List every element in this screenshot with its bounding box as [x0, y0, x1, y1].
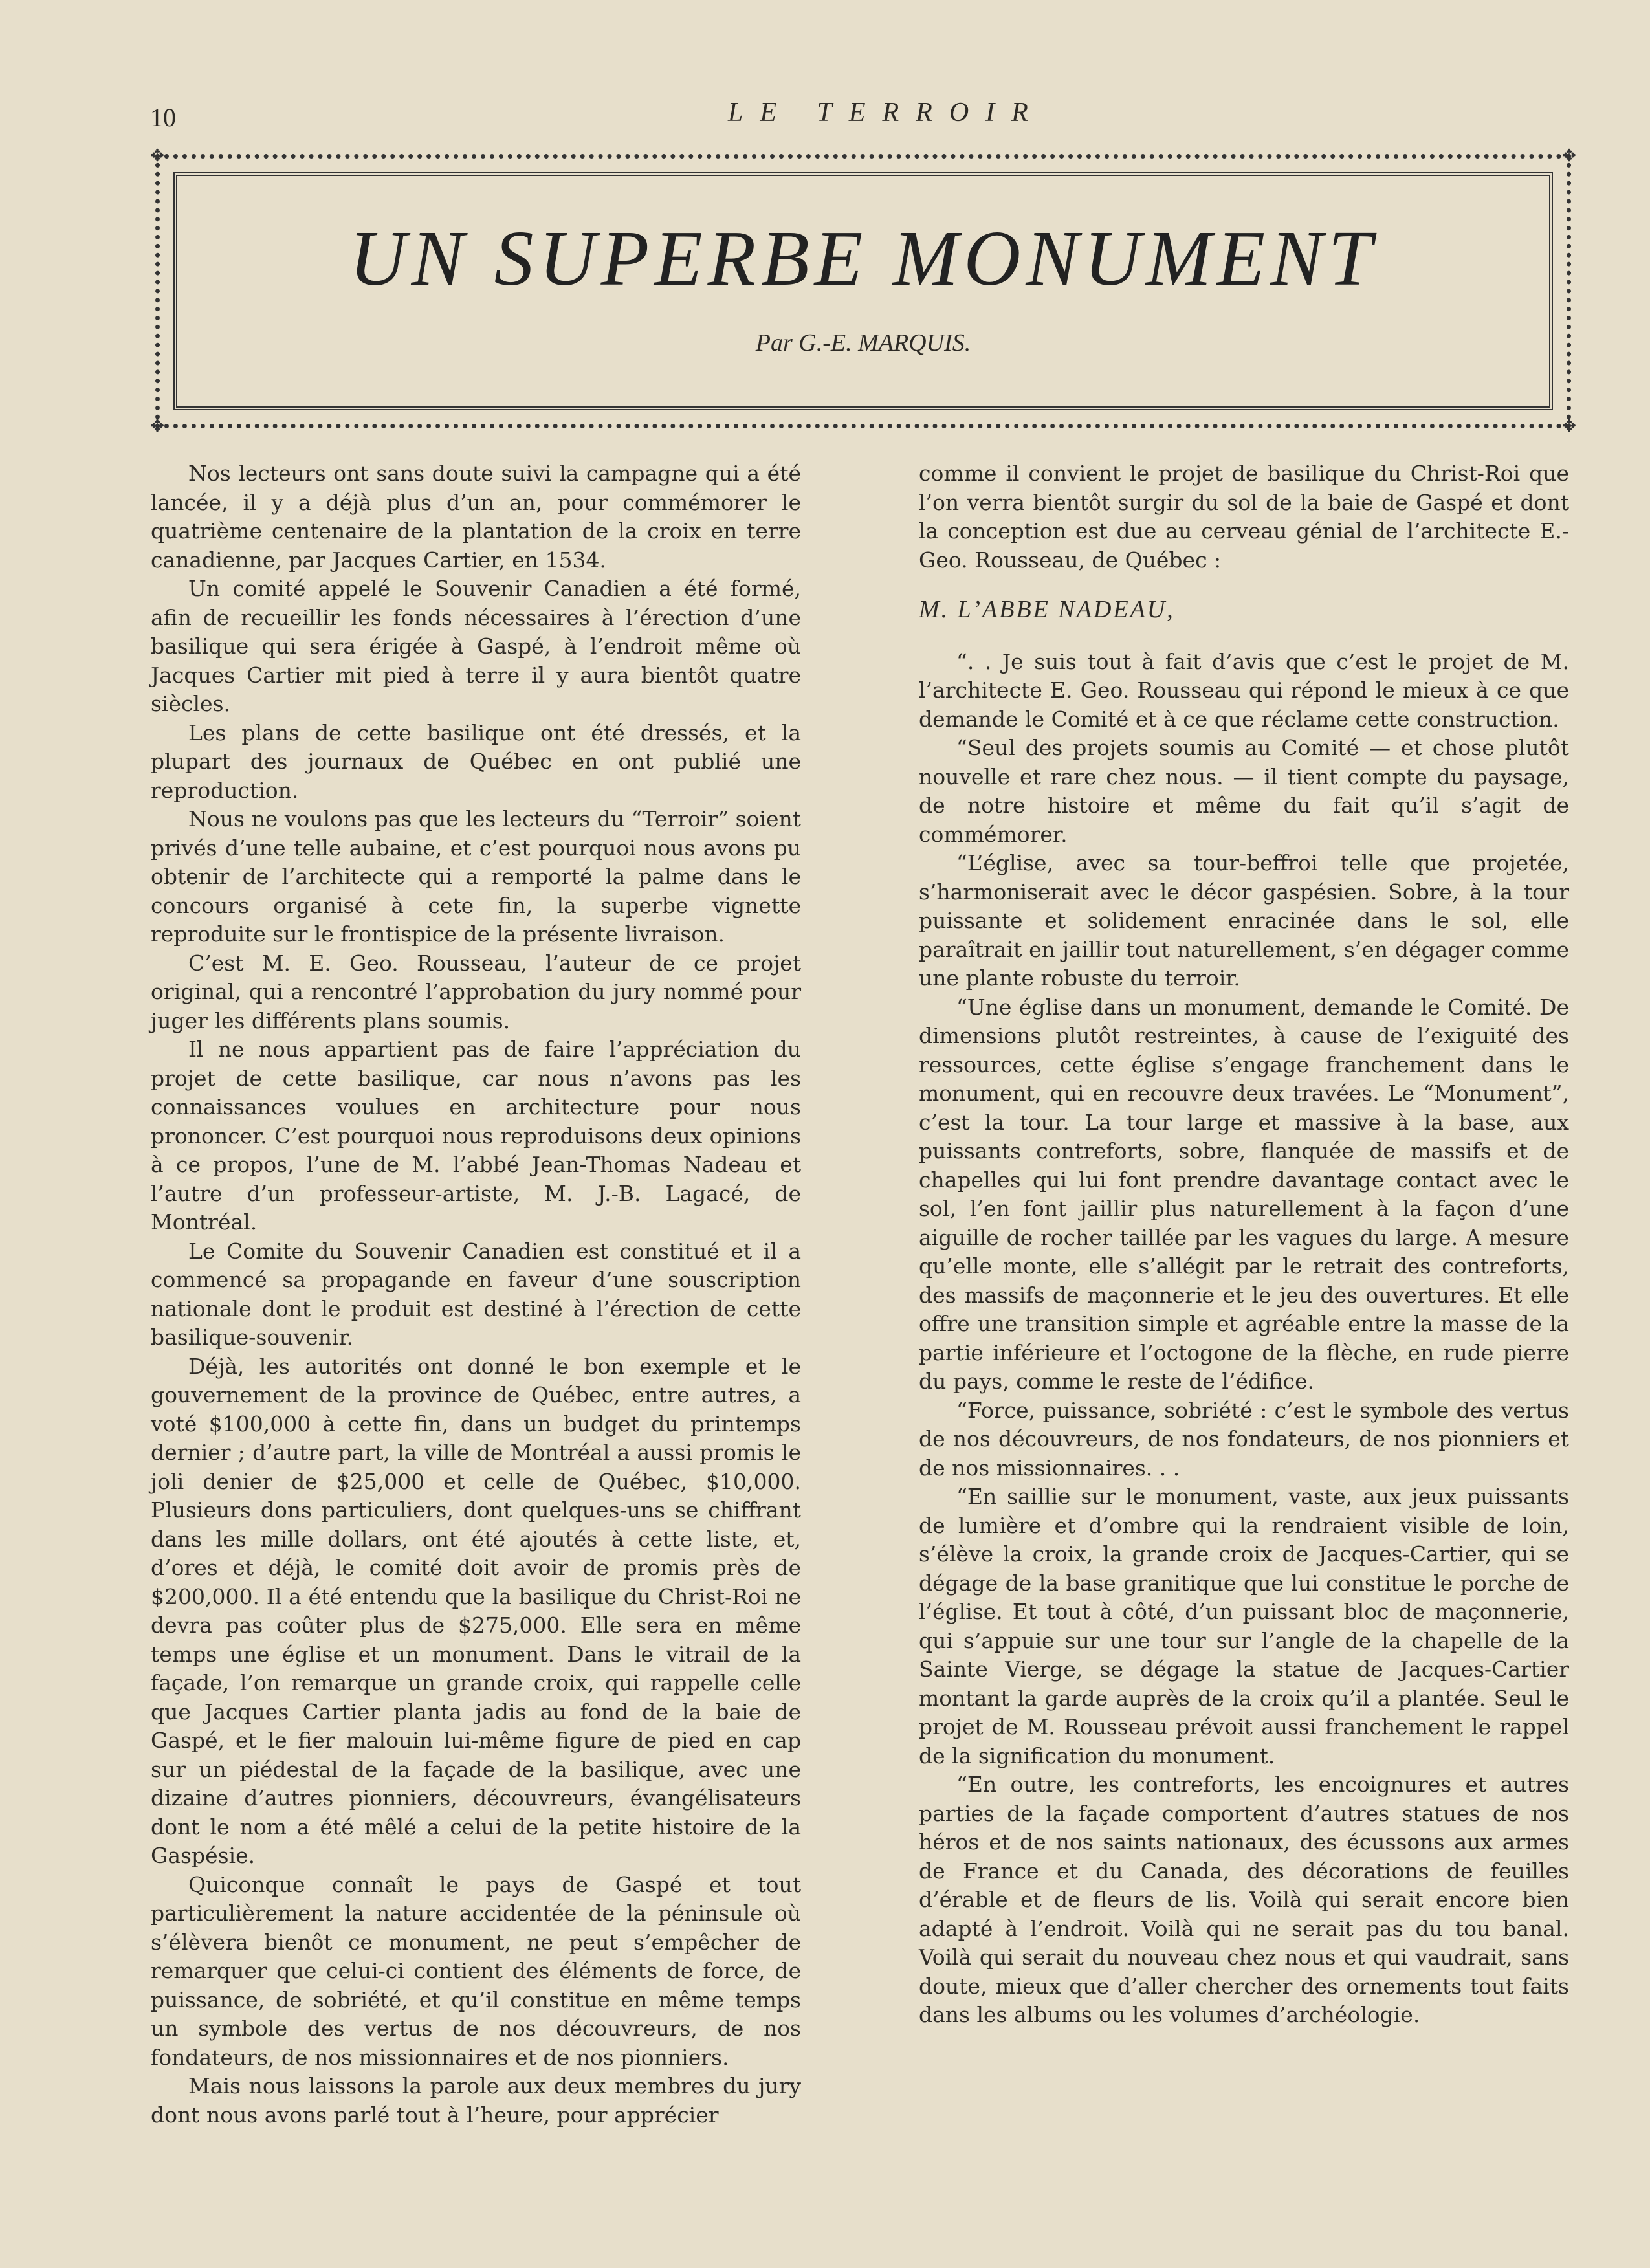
paragraph: Mais nous laissons la parole aux deux membres du jury dont nous avons parlé tout à l’heure, pour apprécier: [151, 2073, 801, 2128]
paragraph: Nos lecteurs ont sans doute suivi la campagne qui a été lancée, il y a déjà plus d’un an, pour commémorer le quatrième centenaire de la plantation de la croix en terre canadienne, par Jacques Cartier, en 1534.: [151, 461, 801, 573]
quote-paragraph: “Une église dans un monument, demande le Comité. De dimensions plutôt restreintes, à cause de l’exiguité des ressources, cette église s’engage franchement dans le monument, qui en recouvre deux travées. Le “Monument”, c’est la tour. La tour large et massive à la base, aux puissants contreforts, sobre, flanquée de massifs et de chapelles qui lui font prendre davantage contact avec le sol, l’en font jaillir plus naturellement à la façon d’une aiguille de rocher taillée par les vagues du large. A mesure qu’elle monte, elle s’allégit par le retrait des contreforts, des massifs de maçonnerie et le jeu des ouvertures. Et elle offre une transition simple et agréable entre la masse de la partie inférieure et l’octogone de la flèche, en rude pierre du pays, comme le reste de l’édifice.: [919, 994, 1569, 1394]
left-column: [151, 459, 801, 2130]
quote-paragraph: “Seul des projets soumis au Comité — et chose plutôt nouvelle et rare chez nous. — il tient compte du paysage, de notre histoire et même du fait qu’il s’agit de commémorer.: [919, 735, 1569, 847]
page-number: 10: [150, 103, 176, 132]
paragraph: Un comité appelé le Souvenir Canadien a été formé, afin de recueillir les fonds nécessaires à l’érection d’une basilique qui sera érigée à Gaspé, à l’endroit même où Jacques Cartier mit pied à terre il y aura bientôt quatre siècles.: [151, 576, 801, 716]
quote-paragraph: “En saillie sur le monument, vaste, aux jeux puissants de lumière et d’ombre qui la rendraient visible de loin, s’élève la croix, la grande croix de Jacques-Cartier, qui se dégage de la base granitique que lui constitue le porche de l’église. Et tout à côté, d’un puissant bloc de maçonnerie, qui s’appuie sur une tour sur l’angle de la chapelle de la Sainte Vierge, se dégage la statue de Jacques-Cartier montant la garde auprès de la croix qu’il a plantée. Seul le projet de M. Rousseau prévoit aussi franchement le rappel de la signification du monument.: [919, 1484, 1569, 1768]
paragraph: Quiconque connaît le pays de Gaspé et tout particulièrement la nature accidentée de la péninsule où s’élèvera bienôt ce monument, ne peut s’empêcher de remarquer que celui-ci contient des éléments de force, de puissance, de sobriété, et qu’il constitue en même temps un symbole des vertus de nos découvreurs, de nos fondateurs, de nos missionnaires et de nos pionniers.: [151, 1871, 801, 2070]
corner-ornament-icon: ✥: [1562, 146, 1576, 166]
paragraph: Nous ne voulons pas que les lecteurs du “Terroir” soient privés d’une telle aubaine, et c’est pourquoi nous avons pu obtenir de l’architecte qui a remporté la palme dans le concours organisé à cete fin, la superbe vignette reproduite sur le frontispice de la présente livraison.: [151, 806, 801, 947]
corner-ornament-icon: ✥: [1562, 417, 1576, 436]
quote-paragraph: “En outre, les contreforts, les encoignures et autres parties de la façade comportent d’autres statues de nos héros et de nos saints nationaux, des écussons aux armes de France et du Canada, des décorations de feuilles d’érable et de fleurs de lis. Voilà qui serait encore bien adapté à l’endroit. Voilà qui ne serait pas du tou banal. Voilà qui serait du nouveau chez nous et qui vaudrait, sans doute, mieux que d’aller chercher des ornements tout faits dans les albums ou les volumes d’archéologie.: [919, 1772, 1569, 2027]
quote-paragraph: “Force, puissance, sobriété : c’est le symbole des vertus de nos découvreurs, de nos fondateurs, de nos pionniers et de nos missionnaires. . .: [919, 1397, 1569, 1481]
article-byline: Par G.-E. MARQUIS.: [755, 329, 971, 357]
paragraph: Le Comite du Souvenir Canadien est constitué et il a commencé sa propagande en faveur d’une souscription nationale dont le produit est destiné à l’érection de cette basilique-souvenir.: [151, 1238, 801, 1350]
article-title: UN SUPERBE MONUMENT: [349, 215, 1378, 302]
section-heading: M. L’ABBE NADEAU,: [919, 596, 1175, 623]
right-column: [919, 459, 1569, 2030]
title-frame: [150, 146, 1576, 436]
paragraph: Déjà, les autorités ont donné le bon exemple et le gouvernement de la province de Québec, entre autres, a voté $100,000 à cette fin, dans un budget du printemps dernier ; d’autre part, la ville de Montréal a aussi promis le joli denier de $25,000 et celle de Québec, $10,000. Plusieurs dons particuliers, dont quelques-uns se chiffrant dans les mille dollars, ont été ajoutés à cette liste, et, d’ores et déjà, le comité doit avoir de promis près de $200,000. Il a été entendu que la basilique du Christ-Roi ne devra pas coûter plus de $275,000. Elle sera en même temps une église et un monument. Dans le vitrail de la façade, l’on remarque un grande croix, qui rappelle celle que Jacques Cartier planta jadis au fond de la baie de Gaspé, et le fier malouin lui-même figure de pied en cap sur un piédestal de la façade de la basilique, avec une dizaine d’autres pionniers, découvreurs, évangélisateurs dont le nom a été mêlé a celui de la petite histoire de la Gaspésie.: [151, 1353, 801, 1868]
paragraph: comme il convient le projet de basilique du Christ-Roi que l’on verra bientôt surgir du sol de la baie de Gaspé et dont la conception est due au cerveau génial de l’architecte E.-Geo. Rousseau, de Québec :: [919, 461, 1569, 573]
paragraph: C’est M. E. Geo. Rousseau, l’auteur de ce projet original, qui a rencontré l’approbation du jury nommé pour juger les différents plans soumis.: [151, 950, 801, 1033]
running-title: LE TERROIR: [728, 98, 1045, 127]
paragraph: Les plans de cette basilique ont été dressés, et la plupart des journaux de Québec en ont publié une reproduction.: [151, 720, 801, 803]
corner-ornament-icon: ✥: [150, 146, 164, 166]
quote-paragraph: “. . Je suis tout à fait d’avis que c’est le projet de M. l’architecte E. Geo. Rousseau qui répond le mieux à ce que demande le Comité et à ce que réclame cette construction.: [919, 648, 1569, 732]
quote-paragraph: “L’église, avec sa tour-beffroi telle que projetée, s’harmoniserait avec le décor gaspésien. Sobre, à la tour puissante et solidement enracinée dans le sol, elle paraîtrait en jaillir tout naturellement, s’en dégager comme une plante robuste du terroir.: [919, 850, 1569, 991]
paragraph: Il ne nous appartient pas de faire l’appréciation du projet de cette basilique, car nous n’avons pas les connaissances voulues en architecture pour nous prononcer. C’est pourquoi nous reproduisons deux opinions à ce propos, l’une de M. l’abbé Jean-Thomas Nadeau et l’autre d’un professeur-artiste, M. J.-B. Lagacé, de Montréal.: [151, 1037, 801, 1235]
corner-ornament-icon: ✥: [150, 417, 164, 436]
